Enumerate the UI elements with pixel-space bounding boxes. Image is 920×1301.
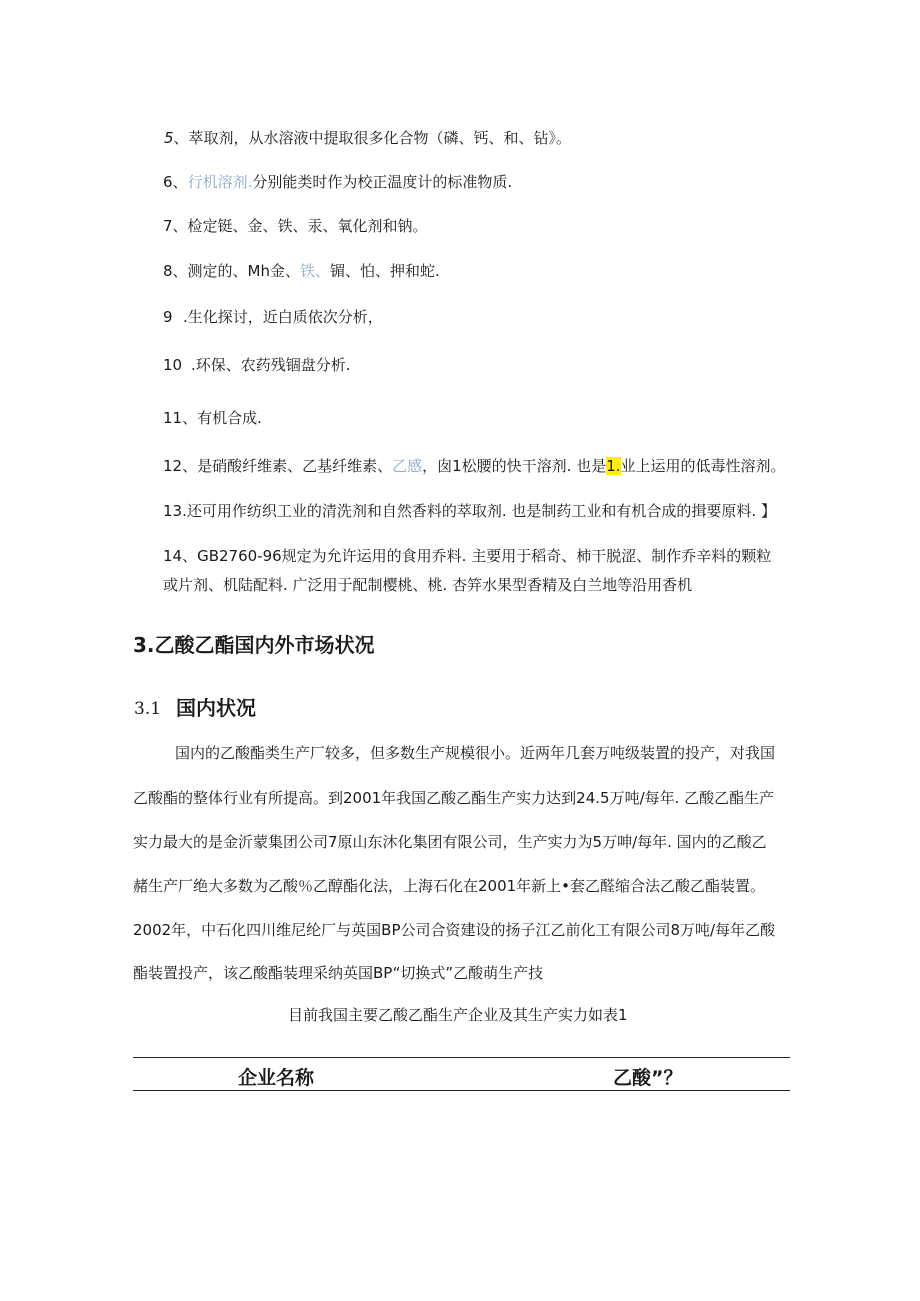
table-header-rule [133,1090,790,1091]
list-item-number: 12 [163,457,183,475]
yellow-highlight-text: 1. [606,457,621,475]
list-item-6 [163,172,512,192]
table-header-ethyl-acetate: 乙酸”？ [613,1067,683,1089]
subsection-number: 3.1 [134,699,162,719]
list-item-12 [163,456,786,476]
list-item-number: 10 [163,356,183,374]
table-header-company: 企业名称 [238,1067,315,1089]
table-caption: 目前我国主要乙酸乙酯生产企业及其生产实力如表1 [288,1006,628,1024]
list-item-text: .生化探讨，近白质依次分析， [183,308,383,326]
blue-highlight-text: 行机溶剂. [187,173,253,191]
list-item-number: 9 [163,308,173,326]
list-item-text: 、萃取剂，从水溶液中提取很多化合物（磷、钙、和、钻》。 [173,129,572,147]
blue-highlight-text: 乙感 [392,457,423,475]
paragraph-line: 酯装置投产，该乙酸酯装理采纳英国BP“切换式”乙酸萌生产技 [133,964,544,982]
list-item-8 [163,261,440,281]
list-item-number: 6 [163,173,173,191]
blue-highlight-text: 铁、 [300,262,331,280]
paragraph-line: 乙酸酯的整体行业有所提高。到2001年我国乙酸乙酯生产实力达到24.5万吨/每年. 乙酸乙酯生产 [133,789,775,807]
list-item-number: 13 [163,502,183,520]
list-item-text: .还可用作纺织工业的清洗剂和自然香料的萃取剂. 也是制药工业和有机合成的揖要原料. 】 [182,502,776,520]
list-item-14-continued [163,575,692,595]
list-item-11 [163,408,262,428]
list-item-5 [164,128,571,148]
list-item-prefix: 、是硝酸纤维素、乙基纤维素、 [182,457,393,475]
list-item-prefix: 、测定的、Mh金、 [172,262,300,280]
list-item-text: 、检定铤、金、铁、汞、氧化剂和钠。 [172,217,428,235]
list-item-number: 11 [163,409,183,427]
list-item-text: 业上运用的低毒性溶剂。 [620,457,786,475]
list-item-number: 14 [163,547,183,565]
list-item-number: 7 [163,217,173,235]
section-heading: 3.乙酸乙酯国内外市场状况 [133,633,375,657]
list-item-text: 分别能类时作为校正温度计的标准物质. [252,173,513,191]
list-item-10 [163,355,351,375]
subsection-title: 国内状况 [176,696,256,720]
paragraph-line: 赭生产厂绝大多数为乙酸％乙醇酯化法，上海石化在2001年新上•套乙醛缩合法乙酸乙酯装置。 [133,877,766,895]
list-item-number: 5 [164,129,174,147]
list-item-text: 、有机合成. [182,409,262,427]
table-top-rule [133,1057,790,1058]
list-item-14 [163,546,771,566]
list-item-number: 8 [163,262,173,280]
paragraph-line: 2002年，中石化四川维尼纶厂与英国BP公司合资建设的扬子江乙前化工有限公司8万吨/每年乙酸 [133,921,776,939]
paragraph-line: 国内的乙酸酯类生产厂较多，但多数生产规模很小。近两年几套万吨级装置的投产，对我国 [175,744,776,762]
list-item-9 [163,307,383,327]
list-item-13 [163,501,776,521]
list-item-7 [163,216,428,236]
list-item-text: 、GB2760-96规定为允许运用的食用乔料. 主要用于稻奇、柿干脱涩、制作乔辛料的颗粒 [182,547,772,565]
list-item-text: 镅、怕、押和蛇. [330,262,440,280]
list-item-text: .环保、农药残锢盘分析. [191,356,351,374]
list-item-text: 或片剂、机陆配料. 广泛用于配制樱桃、桃. 杏笄水果型香精及白兰地等沿用香机 [163,576,693,594]
list-item-middle: ，囱1松腰的快干溶剂. 也是 [422,457,607,475]
paragraph-line: 实力最大的是金沂蒙集团公司7原山东沐化集团有限公司，生产实力为5万呻/每年. 国内的乙酸乙 [133,833,767,851]
list-item-prefix: 、 [172,173,188,191]
